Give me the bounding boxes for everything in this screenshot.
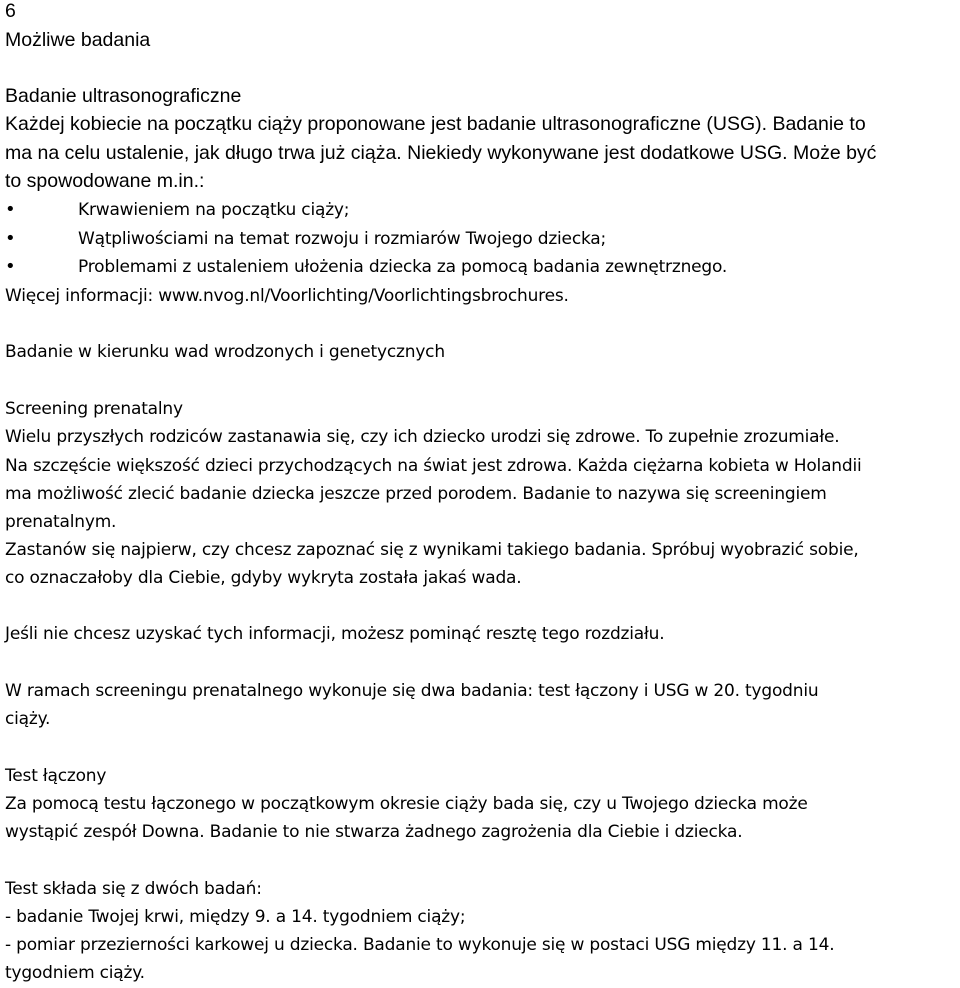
usg-heading: Badanie ultrasonograficzne [5, 85, 242, 107]
combined-test-heading: Test łączony [5, 766, 107, 786]
combined-test-paragraph-line: Za pomocą testu łączonego w początkowym okresie ciąży bada się, czy u Twojego dziecka może [5, 794, 808, 814]
more-info-link-text: Więcej informacji: www.nvog.nl/Voorlichting/Voorlichtingsbrochures. [5, 286, 569, 306]
screening-paragraph-line: prenatalnym. [5, 512, 117, 532]
two-tests-line: W ramach screeningu prenatalnego wykonuje się dwa badania: test łączony i USG w 20. tygodniu [5, 681, 819, 701]
combined-test-paragraph-line: wystąpić zespół Downa. Badanie to nie stwarza żadnego zagrożenia dla Ciebie i dziecka. [5, 822, 743, 842]
screening-paragraph-line: co oznaczałoby dla Ciebie, gdyby wykryta została jakaś wada. [5, 568, 522, 588]
list-item-text: Wątpliwościami na temat rozwoju i rozmiarów Twojego dziecka; [78, 229, 607, 249]
bullet-dot-icon: • [5, 256, 16, 277]
screening-paragraph-line: Na szczęście większość dzieci przychodzących na świat jest zdrowa. Każda ciężarna kobieta w Holandii [5, 456, 862, 476]
usg-paragraph-line: ma na celu ustalenie, jak długo trwa już ciąża. Niekiedy wykonywane jest dodatkowe USG. Może być [5, 142, 877, 164]
defects-heading: Badanie w kierunku wad wrodzonych i genetycznych [5, 342, 445, 362]
bullet-dot-icon: • [5, 228, 16, 249]
page-number: 6 [5, 0, 16, 22]
skip-note: Jeśli nie chcesz uzyskać tych informacji, możesz pominąć resztę tego rozdziału. [5, 624, 665, 644]
list-item-text: Krwawieniem na początku ciąży; [78, 200, 350, 220]
two-tests-line: ciąży. [5, 709, 51, 729]
bullet-dot-icon: • [5, 199, 16, 220]
test-part-line: tygodniem ciąży. [5, 963, 145, 983]
screening-heading: Screening prenatalny [5, 399, 183, 419]
screening-paragraph-line: Wielu przyszłych rodziców zastanawia się, czy ich dziecko urodzi się zdrowe. To zupełnie zrozumiałe. [5, 427, 840, 447]
usg-paragraph-line: Każdej kobiecie na początku ciąży proponowane jest badanie ultrasonograficzne (USG). Badanie to [5, 113, 866, 135]
list-item-text: Problemami z ustaleniem ułożenia dziecka za pomocą badania zewnętrznego. [78, 257, 728, 277]
test-parts-intro: Test składa się z dwóch badań: [5, 879, 262, 899]
screening-paragraph-line: ma możliwość zlecić badanie dziecka jeszcze przed porodem. Badanie to nazywa się screeningiem [5, 484, 827, 504]
test-part-line: - pomiar przezierności karkowej u dziecka. Badanie to wykonuje się w postaci USG między 11. a 14. [5, 935, 835, 955]
test-part-line: - badanie Twojej krwi, między 9. a 14. tygodniem ciąży; [5, 907, 466, 927]
chapter-title: Możliwe badania [5, 29, 151, 51]
usg-paragraph-line: to spowodowane m.in.: [5, 170, 205, 192]
screening-paragraph-line: Zastanów się najpierw, czy chcesz zapoznać się z wynikami takiego badania. Spróbuj wyobrazić sobie, [5, 540, 859, 560]
